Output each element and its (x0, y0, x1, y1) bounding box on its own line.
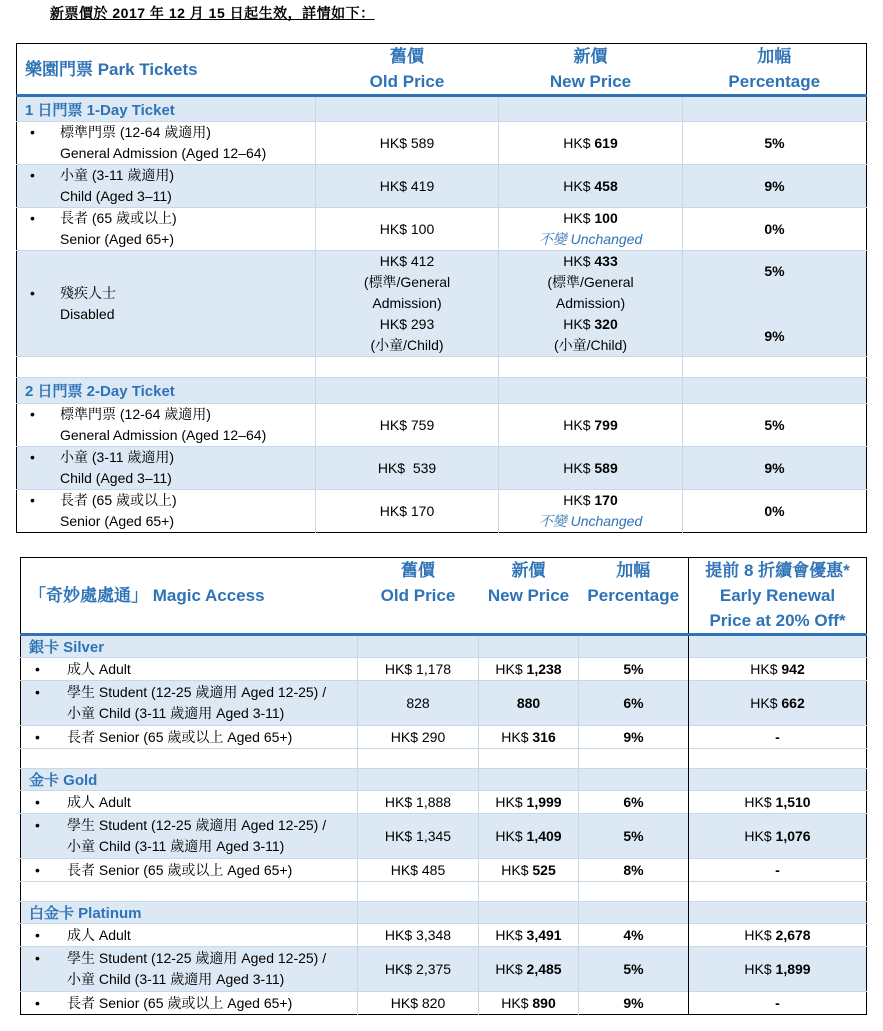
percentage: 8% (579, 859, 689, 882)
new-price: HK$ 589 (499, 447, 683, 490)
membership-type: • 成人 Adult (35, 926, 131, 943)
membership-type: • 長者 Senior (65 歲或以上 Aged 65+) (35, 728, 293, 745)
new-price-header: 新價 New Price (499, 44, 683, 96)
new-price: HK$ 458 (499, 165, 683, 208)
old-price: HK$ 759 (316, 404, 499, 447)
old-price: HK$ 589 (316, 122, 499, 165)
old-price: HK$ 290 (358, 726, 479, 749)
new-price: HK$ 1,238 (479, 658, 579, 681)
table-row (21, 924, 867, 947)
new-price: HK$ 100 不變 Unchanged (499, 208, 683, 251)
park-tickets-table (16, 43, 867, 533)
percentage: 9% (683, 165, 867, 208)
table-row (21, 814, 867, 859)
membership-type: • 長者 Senior (65 歲或以上 Aged 65+) (35, 994, 293, 1011)
two-day-ticket-title: 2 日門票 2-Day Ticket (17, 378, 316, 404)
percentage: 5% (683, 404, 867, 447)
new-price: 880 (479, 681, 579, 726)
ticket-type: • 殘疾人士 Disabled (30, 284, 116, 322)
new-price-header: 新價 New Price (479, 558, 579, 635)
percentage: 6% (579, 791, 689, 814)
unchanged-note: 不變 Unchanged (538, 231, 643, 247)
disabled-row (17, 251, 867, 357)
percentage-header: 加幅 Percentage (683, 44, 867, 96)
new-price: HK$ 619 (499, 122, 683, 165)
table-row (21, 859, 867, 882)
table-row (17, 490, 867, 533)
old-price: HK$ 1,178 (358, 658, 479, 681)
new-price: HK$ 316 (479, 726, 579, 749)
spacer-row (21, 882, 867, 902)
percentage: 4% (579, 924, 689, 947)
membership-type: • 成人 Adult (35, 660, 131, 677)
new-price: HK$ 433 (標準/General Admission) HK$ 320 (小童/Child) (499, 251, 683, 357)
new-price: HK$ 170 不變 Unchanged (499, 490, 683, 533)
old-price: HK$ 539 (316, 447, 499, 490)
table-row (17, 165, 867, 208)
early-renewal-header: 提前 8 折續會優惠* Early Renewal Price at 20% Off* (689, 558, 867, 635)
early-renewal-price: - (689, 859, 867, 882)
percentage: 5% (579, 658, 689, 681)
new-price: HK$ 3,491 (479, 924, 579, 947)
magic-header-row (21, 558, 867, 635)
percentage: 5% (579, 814, 689, 859)
one-day-section-row (17, 96, 867, 122)
table-row (17, 122, 867, 165)
one-day-ticket-title: 1 日門票 1-Day Ticket (17, 96, 316, 122)
early-renewal-price: HK$ 1,899 (689, 947, 867, 992)
early-renewal-price: HK$ 662 (689, 681, 867, 726)
new-price: HK$ 1,999 (479, 791, 579, 814)
membership-type: • 學生 Student (12-25 歲適用 Aged 12-25) / 小童 Child (3-11 歲適用 Aged 3-11) (35, 950, 327, 987)
percentage: 5% 9% (683, 251, 867, 357)
table-row (21, 726, 867, 749)
membership-type: • 學生 Student (12-25 歲適用 Aged 12-25) / 小童 Child (3-11 歲適用 Aged 3-11) (35, 817, 327, 854)
old-price-header: 舊價 Old Price (316, 44, 499, 96)
tier-title: 白金卡 Platinum (21, 902, 358, 924)
old-price: HK$ 419 (316, 165, 499, 208)
park-tickets-title: 樂園門票 Park Tickets (17, 44, 316, 96)
ticket-type: • 長者 (65 歲或以上) Senior (Aged 65+) (30, 492, 177, 529)
percentage: 5% (683, 122, 867, 165)
old-price: HK$ 100 (316, 208, 499, 251)
magic-access-table (20, 557, 867, 1015)
percentage: 0% (683, 490, 867, 533)
spacer-row (17, 357, 867, 378)
membership-type: • 學生 Student (12-25 歲適用 Aged 12-25) / 小童 Child (3-11 歲適用 Aged 3-11) (35, 684, 327, 721)
new-price: HK$ 799 (499, 404, 683, 447)
membership-type: • 長者 Senior (65 歲或以上 Aged 65+) (35, 861, 293, 878)
new-price: HK$ 1,409 (479, 814, 579, 859)
table-row (21, 791, 867, 814)
early-renewal-price: - (689, 726, 867, 749)
old-price: 828 (358, 681, 479, 726)
old-price-header: 舊價 Old Price (358, 558, 479, 635)
membership-type: • 成人 Adult (35, 793, 131, 810)
effective-date-notice: 新票價於 2017 年 12 月 15 日起生效，詳情如下： (50, 5, 375, 21)
table-row (17, 404, 867, 447)
unchanged-note: 不變 Unchanged (538, 513, 643, 529)
tier-title: 銀卡 Silver (21, 635, 358, 658)
table-row (21, 681, 867, 726)
percentage: 9% (579, 992, 689, 1015)
table-row (17, 447, 867, 490)
early-renewal-price: HK$ 2,678 (689, 924, 867, 947)
table-row (21, 658, 867, 681)
old-price: HK$ 170 (316, 490, 499, 533)
spacer-row (21, 749, 867, 769)
magic-access-title: 「奇妙處處通」 Magic Access (21, 558, 358, 635)
ticket-type: • 標準門票 (12-64 歲適用) General Admission (Aged 12–64) (30, 124, 267, 161)
percentage: 9% (579, 726, 689, 749)
early-renewal-price: HK$ 942 (689, 658, 867, 681)
table-row (17, 208, 867, 251)
percentage: 0% (683, 208, 867, 251)
percentage: 6% (579, 681, 689, 726)
new-price: HK$ 525 (479, 859, 579, 882)
park-header-row (17, 44, 867, 96)
old-price: HK$ 1,345 (358, 814, 479, 859)
new-price: HK$ 890 (479, 992, 579, 1015)
tier-section-row (21, 902, 867, 924)
old-price: HK$ 820 (358, 992, 479, 1015)
two-day-section-row (17, 378, 867, 404)
ticket-type: • 小童 (3-11 歲適用) Child (Aged 3–11) (30, 167, 175, 204)
tier-section-row (21, 635, 867, 658)
old-price: HK$ 485 (358, 859, 479, 882)
tier-title: 金卡 Gold (21, 769, 358, 791)
early-renewal-price: HK$ 1,510 (689, 791, 867, 814)
old-price: HK$ 2,375 (358, 947, 479, 992)
table-row (21, 947, 867, 992)
new-price: HK$ 2,485 (479, 947, 579, 992)
table-row (21, 992, 867, 1015)
tier-section-row (21, 769, 867, 791)
percentage-header: 加幅 Percentage (579, 558, 689, 635)
percentage: 9% (683, 447, 867, 490)
early-renewal-price: - (689, 992, 867, 1015)
old-price: HK$ 3,348 (358, 924, 479, 947)
ticket-type: • 長者 (65 歲或以上) Senior (Aged 65+) (30, 210, 177, 247)
old-price: HK$ 1,888 (358, 791, 479, 814)
ticket-type: • 標準門票 (12-64 歲適用) General Admission (Aged 12–64) (30, 406, 267, 443)
percentage: 5% (579, 947, 689, 992)
old-price: HK$ 412 (標準/General Admission) HK$ 293 (小童/Child) (316, 251, 499, 357)
early-renewal-price: HK$ 1,076 (689, 814, 867, 859)
ticket-type: • 小童 (3-11 歲適用) Child (Aged 3–11) (30, 449, 175, 486)
